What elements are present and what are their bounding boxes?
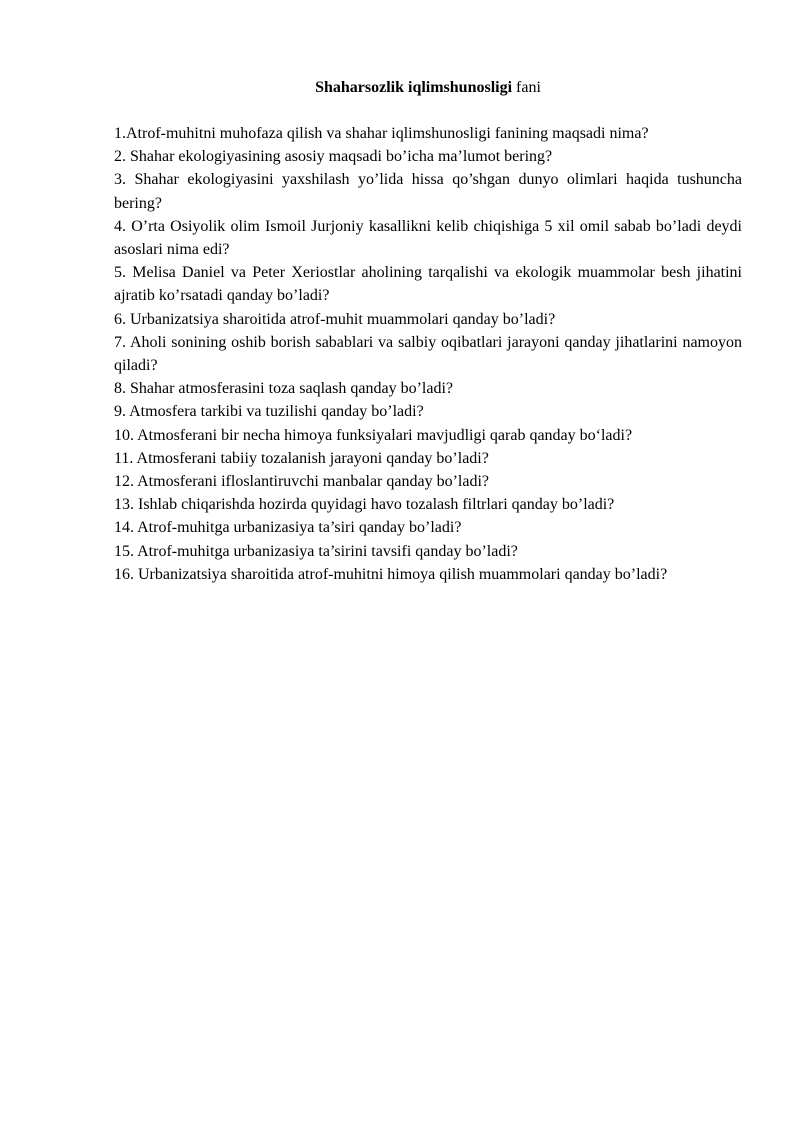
document-title (114, 76, 742, 99)
question-item: 3. Shahar ekologiyasini yaxshilash yo’lida hissa qo’shgan dunyo olimlari haqida tushuncha bering? (114, 171, 742, 212)
question-item: 16. Urbanizatsiya sharoitida atrof-muhitni himoya qilish muammolari qanday bo’ladi? (114, 565, 668, 583)
question-item: 2. Shahar ekologiyasining asosiy maqsadi bo’icha ma’lumot bering? (114, 148, 553, 166)
question-item: 6. Urbanizatsiya sharoitida atrof-muhit muammolari qanday bo’ladi? (114, 310, 556, 328)
question-item: 11. Atmosferani tabiiy tozalanish jarayoni qanday bo’ladi? (114, 449, 489, 467)
document-page (114, 76, 742, 586)
question-item: 10. Atmosferani bir necha himoya funksiyalari mavjudligi qarab qanday bo‘ladi? (114, 426, 633, 444)
question-item: 7. Aholi sonining oshib borish sabablari va salbiy oqibatlari jarayoni qanday jihatlarini namoyon qiladi? (114, 333, 742, 375)
title-bold: Shaharsozlik iqlimshunosligi (315, 79, 513, 96)
question-item: 9. Atmosfera tarkibi va tuzilishi qanday bo’ladi? (114, 403, 424, 421)
question-item: 15. Atrof-muhitga urbanizasiya ta’sirini tavsifi qanday bo’ladi? (114, 542, 518, 560)
question-item: 8. Shahar atmosferasini toza saqlash qanday bo’ladi? (114, 380, 453, 398)
questions-list (114, 122, 742, 586)
title-rest: fani (512, 79, 541, 96)
question-item: 4. O’rta Osiyolik olim Ismoil Jurjoniy kasallikni kelib chiqishiga 5 xil omil sabab bo’ladi deydi asoslari nima edi? (114, 217, 742, 259)
question-item: 1.Atrof-muhitni muhofaza qilish va shahar iqlimshunosligi fanining maqsadi nima? (114, 125, 649, 142)
question-item: 12. Atmosferani ifloslantiruvchi manbalar qanday bo’ladi? (114, 473, 489, 491)
question-item: 5. Melisa Daniel va Peter Xeriostlar aholining tarqalishi va ekologik muammolar besh jihatini ajratib ko’rsatadi qanday bo’ladi? (114, 264, 742, 305)
question-item: 14. Atrof-muhitga urbanizasiya ta’siri qanday bo’ladi? (114, 519, 462, 537)
question-item: 13. Ishlab chiqarishda hozirda quyidagi havo tozalash filtrlari qanday bo’ladi? (114, 496, 615, 514)
